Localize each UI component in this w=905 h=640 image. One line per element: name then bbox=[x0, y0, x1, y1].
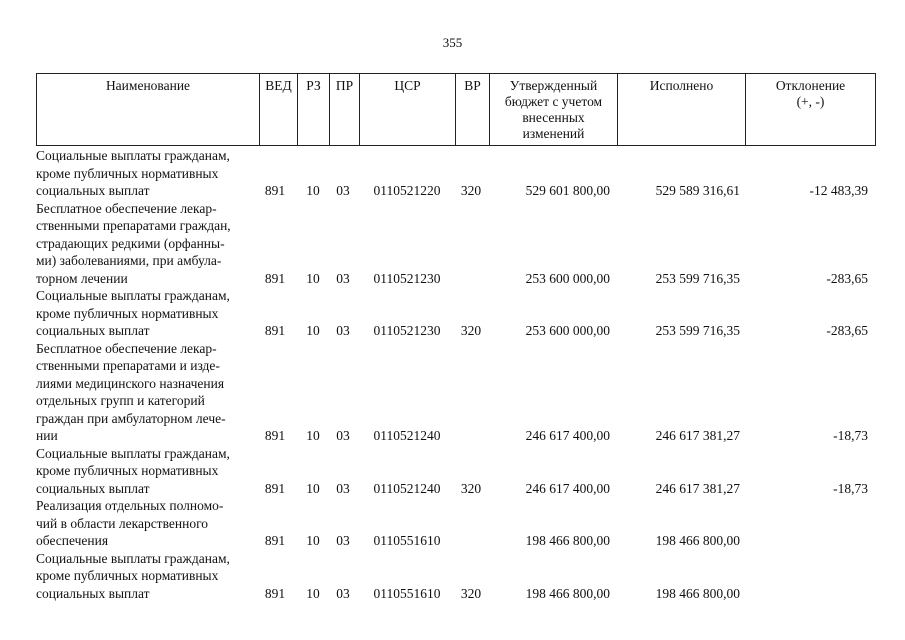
row-ved: 891 bbox=[264, 533, 286, 548]
row-executed: 529 589 316,61 bbox=[655, 183, 740, 198]
row-vr: 320 bbox=[460, 585, 482, 601]
row-deviation: -12 483,39 bbox=[809, 183, 868, 198]
row-name bbox=[36, 287, 256, 340]
row-pr: 03 bbox=[336, 323, 350, 338]
row-deviation: -283,65 bbox=[826, 270, 868, 286]
row-pr: 03 bbox=[336, 183, 350, 198]
row-name bbox=[36, 550, 256, 603]
header-csr: ЦСР bbox=[359, 74, 455, 145]
row-ved: 891 bbox=[264, 428, 286, 443]
header-budget: Утвержденный бюджет с учетом внесенных изменений bbox=[489, 74, 617, 145]
row-executed: 253 599 716,35 bbox=[655, 323, 740, 338]
row-name-line: социальных выплат bbox=[36, 323, 150, 338]
row-name-line: кроме публичных нормативных bbox=[36, 165, 219, 181]
row-vr: 320 bbox=[460, 183, 482, 198]
row-rz: 10 bbox=[306, 585, 320, 601]
row-deviation: -18,73 bbox=[833, 428, 868, 443]
row-rz: 10 bbox=[306, 533, 320, 548]
table-row bbox=[36, 147, 876, 200]
row-pr: 03 bbox=[336, 585, 350, 601]
table-row bbox=[36, 445, 876, 498]
row-name-line: ственными препаратами и изде- bbox=[36, 358, 220, 373]
row-budget: 253 600 000,00 bbox=[525, 270, 610, 286]
row-name bbox=[36, 147, 256, 200]
row-name-line: страдающих редкими (орфанны- bbox=[36, 235, 225, 251]
row-name bbox=[36, 340, 256, 445]
row-csr: 0110521230 bbox=[373, 323, 441, 338]
row-vr: 320 bbox=[460, 323, 482, 338]
row-name-line: социальных выплат bbox=[36, 183, 150, 198]
row-ved: 891 bbox=[264, 585, 286, 601]
row-name-line: социальных выплат bbox=[36, 585, 150, 601]
header-name: Наименование bbox=[105, 78, 191, 93]
table-row bbox=[36, 550, 876, 603]
row-ved: 891 bbox=[264, 270, 286, 286]
table-body bbox=[36, 147, 876, 602]
row-vr: 320 bbox=[460, 480, 482, 496]
table-row bbox=[36, 200, 876, 288]
row-pr: 03 bbox=[336, 270, 350, 286]
row-pr: 03 bbox=[336, 533, 350, 548]
header-ved: ВЕД bbox=[259, 74, 297, 145]
row-name-line: Бесплатное обеспечение лекар- bbox=[36, 340, 217, 356]
row-name-line: лиями медицинского назначения bbox=[36, 375, 225, 391]
row-budget: 198 466 800,00 bbox=[525, 585, 610, 601]
row-name-line: Социальные выплаты гражданам, bbox=[36, 550, 230, 566]
page-number: 355 bbox=[442, 35, 463, 50]
row-budget: 198 466 800,00 bbox=[525, 533, 610, 548]
row-name bbox=[36, 497, 256, 550]
row-name-line: чий в области лекарственного bbox=[36, 515, 209, 531]
row-name-line: отдельных групп и категорий bbox=[36, 393, 205, 408]
row-executed: 198 466 800,00 bbox=[655, 533, 740, 548]
row-deviation: -18,73 bbox=[833, 480, 868, 496]
header-deviation: Отклонение (+, -) bbox=[745, 74, 875, 145]
row-csr: 0110551610 bbox=[373, 533, 441, 548]
row-name-line: кроме публичных нормативных bbox=[36, 305, 219, 321]
header-pr: ПР bbox=[329, 74, 359, 145]
row-executed: 246 617 381,27 bbox=[655, 480, 740, 496]
table-row bbox=[36, 497, 876, 550]
row-executed: 253 599 716,35 bbox=[655, 270, 740, 286]
row-budget: 529 601 800,00 bbox=[525, 183, 610, 198]
table-header bbox=[36, 73, 876, 146]
row-pr: 03 bbox=[336, 428, 350, 443]
row-name-line: ми) заболеваниями, при амбула- bbox=[36, 253, 222, 268]
row-name-line: торном лечении bbox=[36, 270, 128, 286]
row-csr: 0110521240 bbox=[373, 428, 441, 443]
row-name bbox=[36, 445, 256, 498]
header-vr: ВР bbox=[455, 74, 489, 145]
table-row bbox=[36, 340, 876, 445]
row-rz: 10 bbox=[306, 480, 320, 496]
row-name-line: Реализация отдельных полномо- bbox=[36, 498, 224, 513]
row-rz: 10 bbox=[306, 323, 320, 338]
row-ved: 891 bbox=[264, 183, 286, 198]
row-executed: 198 466 800,00 bbox=[655, 585, 740, 601]
row-csr: 0110551610 bbox=[373, 585, 441, 601]
row-name-line: кроме публичных нормативных bbox=[36, 568, 219, 583]
row-executed: 246 617 381,27 bbox=[655, 428, 740, 443]
row-rz: 10 bbox=[306, 183, 320, 198]
row-name-line: нии bbox=[36, 428, 58, 443]
header-executed: Исполнено bbox=[617, 74, 745, 145]
row-budget: 253 600 000,00 bbox=[525, 323, 610, 338]
row-deviation: -283,65 bbox=[826, 323, 868, 338]
row-ved: 891 bbox=[264, 323, 286, 338]
row-name-line: Социальные выплаты гражданам, bbox=[36, 445, 230, 461]
row-name-line: обеспечения bbox=[36, 533, 109, 548]
row-name-line: Бесплатное обеспечение лекар- bbox=[36, 200, 217, 216]
row-name-line: граждан при амбулаторном лече- bbox=[36, 410, 226, 426]
row-name bbox=[36, 200, 256, 288]
row-name-line: кроме публичных нормативных bbox=[36, 463, 219, 478]
row-name-line: социальных выплат bbox=[36, 480, 150, 496]
row-name-line: ственными препаратами граждан, bbox=[36, 218, 231, 233]
row-rz: 10 bbox=[306, 270, 320, 286]
header-rz: РЗ bbox=[297, 74, 329, 145]
row-ved: 891 bbox=[264, 480, 286, 496]
row-budget: 246 617 400,00 bbox=[525, 428, 610, 443]
row-csr: 0110521230 bbox=[373, 270, 441, 286]
row-budget: 246 617 400,00 bbox=[525, 480, 610, 496]
row-csr: 0110521220 bbox=[373, 183, 441, 198]
row-csr: 0110521240 bbox=[373, 480, 441, 496]
row-name-line: Социальные выплаты гражданам, bbox=[36, 288, 230, 303]
row-name-line: Социальные выплаты гражданам, bbox=[36, 148, 230, 163]
table-row bbox=[36, 287, 876, 340]
row-pr: 03 bbox=[336, 480, 350, 496]
row-rz: 10 bbox=[306, 428, 320, 443]
